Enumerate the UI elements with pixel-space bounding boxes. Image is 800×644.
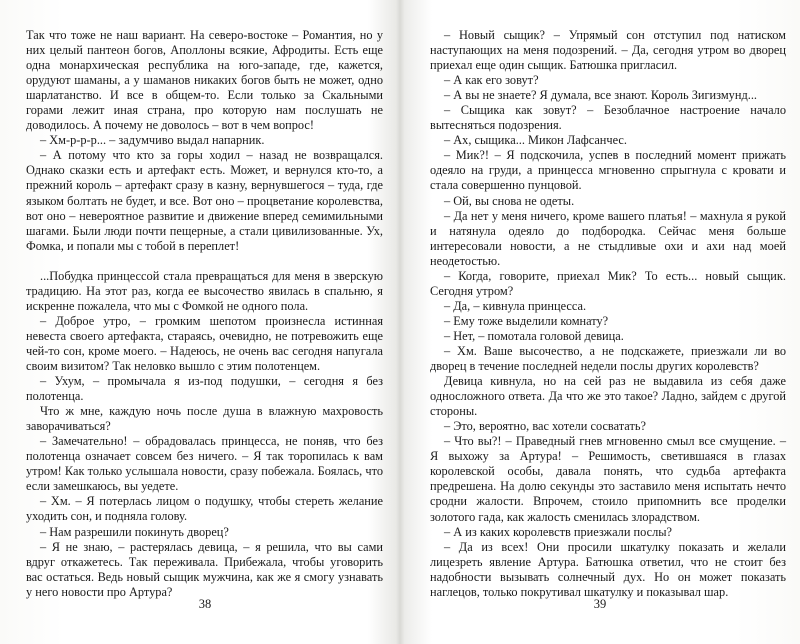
paragraph: Девица кивнула, но на сей раз не выдавила из себя даже односложного ответа. Да что же это такое? Ладно, зайдем с другой стороны.: [430, 374, 786, 419]
paragraph: – Доброе утро, – громким шепотом произнесла истинная невеста своего артефакта, стараясь, очевидно, не потревожить еще чей-то сон, кроме моего. – Надеюсь, не очень вас сегодня напугала своим визитом? Так неловко вышло с этим полотенцем.: [26, 313, 383, 373]
left-section-1: [26, 28, 383, 254]
paragraph: – Да, – кивнула принцесса.: [444, 298, 587, 313]
left-page: [26, 28, 383, 600]
left-section-2: [26, 269, 383, 600]
paragraph: – Да из всех! Они просили шкатулку показать и желали лицезреть явление Артура. Батюшка ответил, что не стоит без надобности вызывать солнечный дух. Но он может показать наглецов, только покрутивал шкатулку и показывал шар.: [430, 539, 786, 599]
paragraph: – А из каких королевств приезжали послы?: [444, 524, 673, 539]
paragraph: Что ж мне, каждую ночь после душа в влажную махровость заворачиваться?: [26, 404, 383, 434]
paragraph: Так что тоже не наш вариант. На северо-востоке – Романтия, но у них целый пантеон богов, Аполлоны всякие, Афродиты. Есть еще одна монархическая республика на юго-западе, где, кажется, орудуют шаманы, а у шаманов никаких богов быть не может, одно шарлатанство. И все в общем-то. Если только за Скальными горами лежит иная страна, про которую нам послушать не доводилось. А почему не доволось – вот в чем вопрос!: [26, 28, 383, 133]
paragraph: – Мик?! – Я подскочила, успев в последний момент прижать одеяло на груди, а принцесса мгновенно спрыгнула с кровати и стала совершенно пунцовой.: [430, 148, 786, 193]
paragraph: – А потому что кто за горы ходил – назад не возвращался. Однако сказки есть и артефакт есть. Может, и вернулся кто-то, а прежний король – артефакт сразу в казну, вернувшегося – туда, где языком болтать не будет, и все. Вот оно – процветание королевства, вот оно – невероятное развитие и движение вперед семимильными шагами. Были люди почти пещерные, а стали цивилизованные. Ух, Фомка, и попали мы с тобой в переплет!: [26, 148, 383, 253]
paragraph: – Хм. – Я потерлась лицом о подушку, чтобы стереть желание уходить сон, и подняла голову.: [26, 494, 383, 524]
paragraph: ...Побудка принцессой стала превращаться для меня в зверскую традицию. На этот раз, когда ее высочество явилась в спальню, я искренне пожалела, что мы с Фомкой не одного пола.: [26, 268, 383, 313]
paragraph: – Когда, говорите, приехал Мик? То есть... новый сыщик. Сегодня утром?: [430, 268, 786, 298]
paragraph: – Ах, сыщика... Микон Лафсанчес.: [444, 133, 627, 148]
paragraph: – Нет, – помотала головой девица.: [444, 328, 624, 343]
paragraph: – Сыщика как зовут? – Безоблачное настроение начало вытесняться подозрения.: [430, 103, 786, 133]
paragraph: – Я не знаю, – растерялась девица, – я решила, что вы сами вдруг откажетесь. Так переживала. Прибежала, чтобы уговорить вас остаться. Ведь новый сыщик мужчина, как же я смогу узнавать у него новости про Артура?: [26, 539, 383, 599]
paragraph: – Новый сыщик? – Упрямый сон отступил под натиском наступающих на меня подозрений. – Да, сегодня утром во дворец приехал еще один сыщик. Батюшка пригласил.: [430, 28, 786, 73]
paragraph: – Хм. Ваше высочество, а не подскажете, приезжали ли во дворец в течение последней недели послы других королевств?: [430, 343, 786, 374]
paragraph: – А как его зовут?: [444, 73, 539, 88]
paragraph: – Да нет у меня ничего, кроме вашего платья! – махнула я рукой и натянула одеяло до подбородка. Сейчас меня больше интересовали новости, а не стыдливые охи и ахи над моей неодетостью.: [430, 208, 786, 268]
paragraph: – Ой, вы снова не одеты.: [444, 193, 575, 208]
paragraph: – Ему тоже выделили комнату?: [444, 313, 609, 328]
page-number-right: 39: [593, 597, 607, 611]
right-page: [430, 28, 786, 600]
section-break: [26, 254, 383, 269]
paragraph: – Ухум, – промычала я из-под подушки, – сегодня я без полотенца.: [26, 374, 383, 404]
paragraph: – Хм-р-р-р... – задумчиво выдал напарник.: [40, 133, 265, 148]
paragraph: – Что вы?! – Праведный гнев мгновенно смыл все смущение. – Я выхожу за Артура! – Решимость, светившаяся в глазах королевской особы, давала понять, что судьба артефакта предрешена. На долю секунды это заставило меня испытать нечто сродни жалости. Впрочем, стоило припомнить все проделки золотого гада, как жалость сменилась злорадством.: [430, 434, 786, 524]
paragraph: – Замечательно! – обрадовалась принцесса, не поняв, что без полотенца означает совсем без ничего. – Я так торопилась к вам утром! Как только услышала новости, сразу побежала. Боялась, что если замешкаюсь, вы уедете.: [26, 434, 383, 494]
paragraph: – А вы не знаете? Я думала, все знают. Король Зигизмунд...: [444, 88, 757, 103]
paragraph: – Это, вероятно, вас хотели сосватать?: [444, 419, 646, 434]
page-number-left: 38: [198, 597, 212, 611]
paragraph: – Нам разрешили покинуть дворец?: [40, 524, 229, 539]
